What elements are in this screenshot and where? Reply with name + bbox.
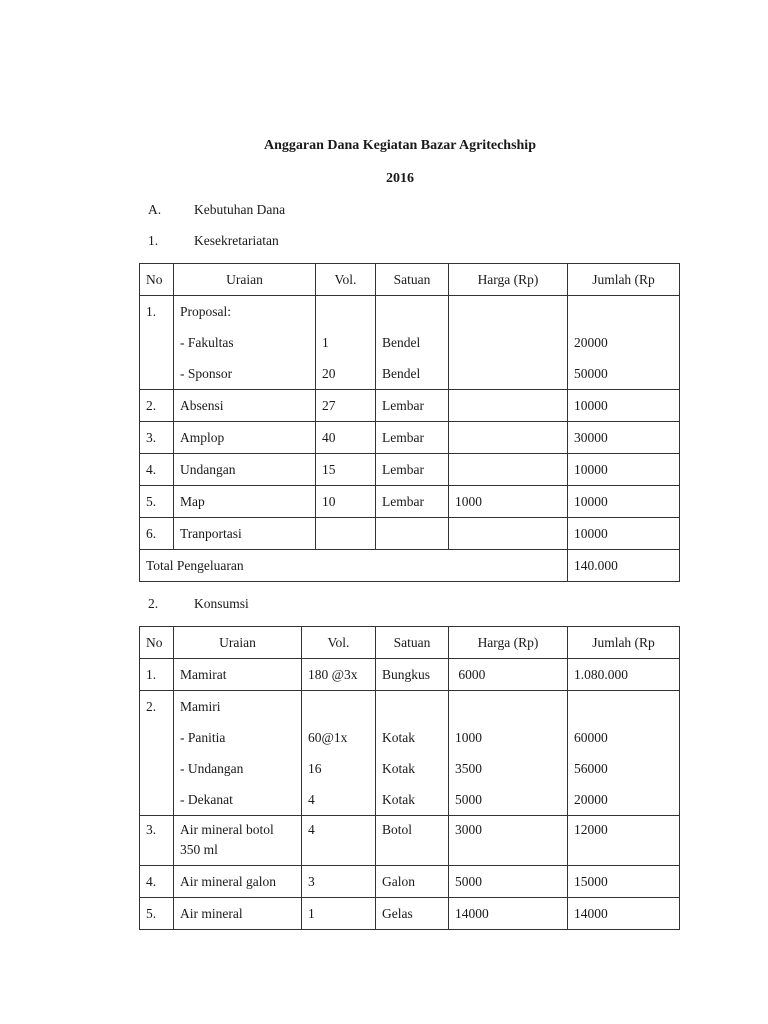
row-vol: [302, 691, 376, 816]
total-row: [140, 550, 680, 582]
section-a-number: A.: [148, 202, 162, 217]
row-harga: [449, 454, 568, 486]
table-row: [140, 296, 680, 390]
row-harga: 3000: [449, 816, 568, 866]
row-vol: 1: [302, 898, 376, 930]
jumlah-value: 56000: [574, 761, 608, 776]
row-uraian: Mamirat: [174, 659, 302, 691]
row-harga: [449, 518, 568, 550]
header-no: No: [140, 264, 174, 296]
row-uraian: Air mineral botol 350 ml: [174, 816, 302, 866]
section-2-number: 2.: [148, 596, 159, 611]
header-vol: Vol.: [316, 264, 376, 296]
vol-value: 1: [322, 335, 329, 350]
section-2-heading: [148, 596, 249, 612]
header-jumlah: Jumlah (Rp: [568, 627, 680, 659]
row-vol: 15: [316, 454, 376, 486]
header-jumlah: Jumlah (Rp: [568, 264, 680, 296]
harga-value: 1000: [455, 730, 482, 745]
konsumsi-table: [139, 626, 680, 930]
section-a-label: Kebutuhan Dana: [194, 202, 286, 217]
row-uraian: Amplop: [174, 422, 316, 454]
document-year: 2016: [386, 171, 414, 186]
table-row: [140, 422, 680, 454]
row-vol: 27: [316, 390, 376, 422]
row-no: 5.: [140, 898, 174, 930]
harga-value: 5000: [455, 792, 482, 807]
section-2-label: Konsumsi: [194, 596, 249, 611]
row-jumlah: 30000: [568, 422, 680, 454]
table-row: [140, 659, 680, 691]
vol-value: 4: [308, 792, 315, 807]
row-uraian: Absensi: [174, 390, 316, 422]
row-no: 4.: [140, 454, 174, 486]
header-no: No: [140, 627, 174, 659]
row-harga: [449, 422, 568, 454]
row-no: 5.: [140, 486, 174, 518]
row-vol: 4: [302, 816, 376, 866]
row-vol: 40: [316, 422, 376, 454]
satuan-value: Kotak: [382, 761, 415, 776]
section-1-number: 1.: [148, 233, 159, 248]
header-vol: Vol.: [302, 627, 376, 659]
table-header-row: [140, 627, 680, 659]
row-satuan: [376, 518, 449, 550]
row-uraian: Tranportasi: [174, 518, 316, 550]
table-row: [140, 816, 680, 866]
vol-value: 60@1x: [308, 730, 348, 745]
row-harga: [449, 296, 568, 390]
satuan-value: Kotak: [382, 792, 415, 807]
row-no: 2.: [140, 691, 174, 816]
item-label: - Dekanat: [180, 792, 233, 807]
row-uraian: [174, 691, 302, 816]
row-no: 3.: [140, 422, 174, 454]
header-satuan: Satuan: [376, 264, 449, 296]
vol-value: [308, 691, 369, 722]
table-row: [140, 518, 680, 550]
item-label: Proposal:: [180, 304, 232, 319]
header-uraian: Uraian: [174, 627, 302, 659]
row-harga: [449, 691, 568, 816]
jumlah-value: 20000: [574, 335, 608, 350]
harga-value: [455, 691, 561, 722]
row-no: 4.: [140, 866, 174, 898]
row-jumlah: 14000: [568, 898, 680, 930]
item-label: Mamiri: [180, 699, 221, 714]
vol-value: 16: [308, 761, 322, 776]
row-jumlah: 10000: [568, 486, 680, 518]
row-vol: [316, 296, 376, 390]
row-harga: 1000: [449, 486, 568, 518]
table-row: [140, 390, 680, 422]
row-satuan: Galon: [376, 866, 449, 898]
row-satuan: Lembar: [376, 422, 449, 454]
row-satuan: [376, 691, 449, 816]
row-no: 2.: [140, 390, 174, 422]
table-row: [140, 898, 680, 930]
row-harga: 5000: [449, 866, 568, 898]
harga-value: 3500: [455, 761, 482, 776]
row-vol: 180 @3x: [302, 659, 376, 691]
row-jumlah: 15000: [568, 866, 680, 898]
document-title: Anggaran Dana Kegiatan Bazar Agritechship: [264, 138, 536, 153]
total-label: Total Pengeluaran: [140, 550, 568, 582]
row-satuan: [376, 296, 449, 390]
row-jumlah: 1.080.000: [568, 659, 680, 691]
section-a-heading: [148, 202, 285, 218]
satuan-value: Bendel: [382, 366, 421, 381]
row-jumlah: 10000: [568, 390, 680, 422]
row-satuan: Gelas: [376, 898, 449, 930]
row-satuan: Lembar: [376, 454, 449, 486]
jumlah-value: 20000: [574, 792, 608, 807]
row-no: 6.: [140, 518, 174, 550]
satuan-value: Kotak: [382, 730, 415, 745]
jumlah-value: [574, 296, 673, 327]
satuan-value: [382, 296, 442, 327]
section-1-label: Kesekretariatan: [194, 233, 279, 248]
row-vol: [316, 518, 376, 550]
row-satuan: Lembar: [376, 486, 449, 518]
item-label: - Fakultas: [180, 335, 234, 350]
section-1-heading: [148, 233, 279, 249]
row-uraian: Air mineral galon: [174, 866, 302, 898]
total-value: 140.000: [568, 550, 680, 582]
row-jumlah: [568, 691, 680, 816]
jumlah-value: 50000: [574, 366, 608, 381]
item-label: - Sponsor: [180, 366, 233, 381]
row-uraian: Undangan: [174, 454, 316, 486]
header-harga: Harga (Rp): [449, 264, 568, 296]
vol-value: 20: [322, 366, 336, 381]
row-satuan: Bungkus: [376, 659, 449, 691]
row-jumlah: [568, 296, 680, 390]
jumlah-value: 60000: [574, 730, 608, 745]
row-jumlah: 10000: [568, 454, 680, 486]
header-harga: Harga (Rp): [449, 627, 568, 659]
row-no: 1.: [140, 296, 174, 390]
header-satuan: Satuan: [376, 627, 449, 659]
header-uraian: Uraian: [174, 264, 316, 296]
row-satuan: Lembar: [376, 390, 449, 422]
item-label: - Undangan: [180, 761, 244, 776]
table-row: [140, 486, 680, 518]
table-row: [140, 691, 680, 816]
jumlah-value: [574, 691, 673, 722]
row-vol: 10: [316, 486, 376, 518]
row-jumlah: 12000: [568, 816, 680, 866]
row-uraian: Map: [174, 486, 316, 518]
row-satuan: Botol: [376, 816, 449, 866]
row-harga: 14000: [449, 898, 568, 930]
satuan-value: [382, 691, 442, 722]
row-jumlah: 10000: [568, 518, 680, 550]
row-no: 1.: [140, 659, 174, 691]
table-row: [140, 866, 680, 898]
table-header-row: [140, 264, 680, 296]
vol-value: [322, 296, 369, 327]
kesekretariatan-table: [139, 263, 680, 582]
satuan-value: Bendel: [382, 335, 421, 350]
item-label: - Panitia: [180, 730, 226, 745]
row-no: 3.: [140, 816, 174, 866]
row-harga: [449, 390, 568, 422]
row-harga: 6000: [449, 659, 568, 691]
table-row: [140, 454, 680, 486]
row-uraian: [174, 296, 316, 390]
row-uraian: Air mineral: [174, 898, 302, 930]
row-vol: 3: [302, 866, 376, 898]
